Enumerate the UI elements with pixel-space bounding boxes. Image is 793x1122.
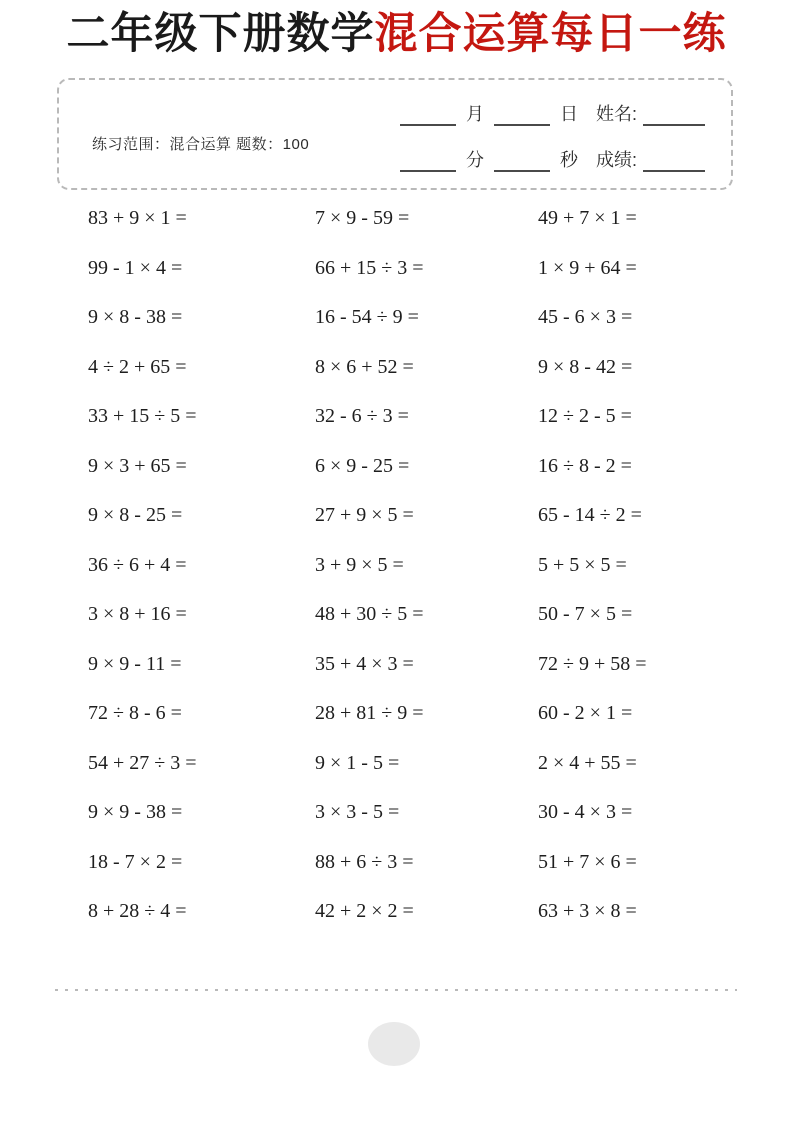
day-label: 日 bbox=[559, 104, 578, 124]
problem-row bbox=[88, 590, 748, 640]
problem: 32 - 6 ÷ 3 = bbox=[315, 405, 409, 428]
problem: 2 × 4 + 55 = bbox=[538, 751, 637, 774]
problem: 49 + 7 × 1 = bbox=[538, 207, 637, 230]
problem: 27 + 9 × 5 = bbox=[315, 504, 414, 527]
problem: 12 ÷ 2 - 5 = bbox=[538, 405, 632, 428]
problem: 35 + 4 × 3 = bbox=[315, 652, 414, 675]
problem: 72 ÷ 8 - 6 = bbox=[88, 702, 182, 725]
problem: 60 - 2 × 1 = bbox=[538, 702, 633, 725]
problem-row bbox=[88, 293, 748, 343]
problem-row bbox=[88, 392, 748, 442]
name-label: 姓名: bbox=[595, 104, 637, 124]
header-info-box bbox=[57, 78, 733, 190]
problem-row bbox=[88, 244, 748, 294]
problem: 9 × 3 + 65 = bbox=[88, 454, 187, 477]
page-title-red: 混合运算每日一练 bbox=[374, 10, 727, 58]
problem: 48 + 30 ÷ 5 = bbox=[315, 603, 424, 626]
problem: 65 - 14 ÷ 2 = bbox=[538, 504, 642, 527]
problems-grid bbox=[88, 194, 748, 937]
problem-row bbox=[88, 739, 748, 789]
minute-label: 分 bbox=[465, 150, 484, 170]
problem: 9 × 8 - 38 = bbox=[88, 306, 183, 329]
problem-row bbox=[88, 887, 748, 937]
problem: 30 - 4 × 3 = bbox=[538, 801, 633, 824]
problem: 9 × 9 - 38 = bbox=[88, 801, 183, 824]
problem: 9 × 1 - 5 = bbox=[315, 751, 400, 774]
problem-row bbox=[88, 640, 748, 690]
day-blank-line bbox=[494, 106, 550, 126]
problem-row bbox=[88, 491, 748, 541]
time-score-row bbox=[400, 148, 705, 172]
month-blank-line bbox=[400, 106, 456, 126]
page-title-black: 二年级下册数学 bbox=[66, 10, 375, 58]
problem-row bbox=[88, 689, 748, 739]
problem: 72 ÷ 9 + 58 = bbox=[538, 652, 647, 675]
problem: 51 + 7 × 6 = bbox=[538, 850, 637, 873]
second-blank-line bbox=[494, 152, 550, 172]
footer-dotted-divider bbox=[55, 989, 737, 991]
problem-row bbox=[88, 788, 748, 838]
problem: 99 - 1 × 4 = bbox=[88, 256, 183, 279]
problem: 50 - 7 × 5 = bbox=[538, 603, 633, 626]
problem: 6 × 9 - 25 = bbox=[315, 454, 410, 477]
score-blank-line bbox=[643, 152, 705, 172]
footer-oval-shape bbox=[368, 1022, 420, 1066]
name-blank-line bbox=[643, 106, 705, 126]
page-title bbox=[0, 8, 793, 60]
date-name-row bbox=[400, 102, 705, 126]
problem: 3 + 9 × 5 = bbox=[315, 553, 404, 576]
problem: 9 × 8 - 25 = bbox=[88, 504, 183, 527]
problem: 8 × 6 + 52 = bbox=[315, 355, 414, 378]
problem: 4 ÷ 2 + 65 = bbox=[88, 355, 187, 378]
problem: 28 + 81 ÷ 9 = bbox=[315, 702, 424, 725]
problem: 42 + 2 × 2 = bbox=[315, 900, 414, 923]
fill-in-area bbox=[400, 102, 705, 172]
problem-row bbox=[88, 343, 748, 393]
problem: 45 - 6 × 3 = bbox=[538, 306, 633, 329]
problem-row bbox=[88, 194, 748, 244]
problem: 54 + 27 ÷ 3 = bbox=[88, 751, 197, 774]
problem: 16 ÷ 8 - 2 = bbox=[538, 454, 632, 477]
problem-row bbox=[88, 541, 748, 591]
problem: 63 + 3 × 8 = bbox=[538, 900, 637, 923]
problem: 8 + 28 ÷ 4 = bbox=[88, 900, 187, 923]
problem: 3 × 8 + 16 = bbox=[88, 603, 187, 626]
problem: 5 + 5 × 5 = bbox=[538, 553, 627, 576]
problem: 83 + 9 × 1 = bbox=[88, 207, 187, 230]
problem: 7 × 9 - 59 = bbox=[315, 207, 410, 230]
problem: 36 ÷ 6 + 4 = bbox=[88, 553, 187, 576]
minute-blank-line bbox=[400, 152, 456, 172]
problem: 9 × 8 - 42 = bbox=[538, 355, 633, 378]
problem: 66 + 15 ÷ 3 = bbox=[315, 256, 424, 279]
problem: 16 - 54 ÷ 9 = bbox=[315, 306, 419, 329]
problem: 88 + 6 ÷ 3 = bbox=[315, 850, 414, 873]
problem: 3 × 3 - 5 = bbox=[315, 801, 400, 824]
second-label: 秒 bbox=[559, 150, 578, 170]
score-label: 成绩: bbox=[595, 150, 637, 170]
problem: 1 × 9 + 64 = bbox=[538, 256, 637, 279]
practice-scope-label: 练习范围：混合运算 题数：100 bbox=[92, 136, 310, 153]
problem: 9 × 9 - 11 = bbox=[88, 652, 182, 675]
problem: 18 - 7 × 2 = bbox=[88, 850, 183, 873]
month-label: 月 bbox=[465, 104, 484, 124]
problem-row bbox=[88, 838, 748, 888]
problem: 33 + 15 ÷ 5 = bbox=[88, 405, 197, 428]
problem-row bbox=[88, 442, 748, 492]
